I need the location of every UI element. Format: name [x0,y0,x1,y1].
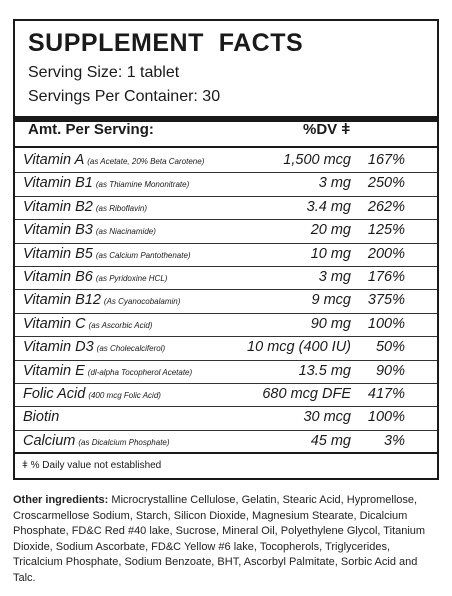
other-ingredients [13,493,439,586]
nutrient-dv: 375% [367,292,405,309]
nutrient-amount: 1,500 mcg [283,152,351,168]
nutrient-name: Vitamin C (as Ascorbic Acid) [23,315,153,332]
nutrient-name: Vitamin B2 (as Riboflavin) [23,198,147,215]
nutrient-note: (400 mcg Folic Acid) [88,390,161,400]
nutrient-row [15,407,437,430]
nutrient-dv: 50% [375,339,405,356]
nutrient-dv: 125% [367,222,405,239]
nutrient-note: (as Pyridoxine HCL) [95,273,168,283]
nutrient-note: (as Cholecalciferol) [96,344,166,354]
nutrient-row [15,431,437,454]
nutrient-row [15,220,437,243]
supplement-facts-panel [13,19,439,480]
nutrient-amount: 13.5 mg [298,362,351,379]
nutrient-note: (as Dicalcium Phosphate) [78,437,170,447]
nutrient-dv: 100% [367,409,405,426]
nutrient-amount: 45 mg [310,432,351,449]
nutrient-amount: 90 mg [310,315,351,332]
nutrient-note: (as Acetate, 20% Beta Carotene) [87,157,205,166]
nutrient-note: (as Riboflavin) [95,203,147,213]
nutrient-dv: 262% [367,198,405,215]
nutrient-name: Folic Acid (400 mcg Folic Acid) [23,385,161,402]
nutrient-amount: 3.4 mg [306,198,351,215]
daily-value-footnote: ǂ % Daily value not established [22,460,162,471]
nutrient-amount: 10 mcg (400 IU) [247,339,351,356]
nutrient-row [15,337,437,360]
nutrient-row [15,197,437,220]
panel-title: SUPPLEMENT FACTS [28,29,304,57]
other-ingredients-label: Other ingredients: [13,494,109,506]
nutrient-name: Vitamin A (as Acetate, 20% Beta Carotene) [23,152,205,168]
nutrient-table [15,150,437,454]
nutrient-row [15,384,437,407]
nutrient-row [15,173,437,196]
nutrient-name: Vitamin D3 (as Cholecalciferol) [23,339,166,356]
nutrient-amount: 20 mg [310,222,351,239]
nutrient-row [15,361,437,384]
nutrient-dv: 167% [367,152,405,168]
nutrient-dv: 417% [367,385,405,402]
nutrient-amount: 3 mg [318,268,351,285]
nutrient-row [15,314,437,337]
nutrient-note: (as Calcium Pantothenate) [95,250,191,260]
nutrient-dv: 3% [384,432,405,449]
other-ingredients-text: Microcrystalline Cellulose, Gelatin, Stearic Acid, Hypromellose, Croscarmellose Sodium, Starch, Silicon Dioxide, Magnesium Stearate, Dicalcium Phosphate, FD&C Red #40 lake, Sucrose, Mineral Oil, Polyethylene Glycol, Titanium Dioxide, Sodium Ascorbate, FD&C Yellow #6 lake, Tocopherols, Triglycerides, Tricalcium Phosphate, Sodium Benzoate, BHT, Ascorbyl Palmitate, Sorbic Acid and Talc. [13,494,426,584]
nutrient-dv: 250% [367,175,405,192]
nutrient-dv: 176% [367,268,405,285]
nutrient-amount: 9 mcg [311,292,351,309]
nutrient-note: (dl-alpha Tocopherol Acetate) [87,367,193,377]
nutrient-note: (as Niacinamide) [95,227,156,237]
nutrient-name: Vitamin E (dl-alpha Tocopherol Acetate) [23,362,193,379]
header-divider [15,146,437,148]
nutrient-name: Biotin [23,409,60,426]
nutrient-amount: 30 mcg [303,409,351,426]
servings-per-container: Servings Per Container: 30 [28,88,221,105]
nutrient-row [15,244,437,267]
nutrient-dv: 100% [367,315,405,332]
nutrient-dv: 90% [375,362,405,379]
nutrient-note: (as Thiamine Mononitrate) [95,180,190,190]
nutrient-amount: 3 mg [318,175,351,192]
amount-per-serving-header: Amt. Per Serving: [28,121,154,138]
nutrient-name: Vitamin B1 (as Thiamine Mononitrate) [23,175,190,192]
nutrient-name: Vitamin B3 (as Niacinamide) [23,222,156,239]
daily-value-header: %DV ǂ [303,121,351,138]
nutrient-name: Vitamin B5 (as Calcium Pantothenate) [23,245,191,262]
nutrient-name: Vitamin B12 (As Cyanocobalamin) [23,292,181,309]
nutrient-name: Vitamin B6 (as Pyridoxine HCL) [23,268,168,285]
serving-size: Serving Size: 1 tablet [28,64,180,81]
nutrient-note: (As Cyanocobalamin) [103,297,181,307]
nutrient-row [15,150,437,173]
nutrient-row [15,267,437,290]
nutrient-dv: 200% [367,245,405,262]
nutrient-row [15,290,437,313]
nutrient-amount: 680 mcg DFE [262,385,351,402]
nutrient-note: (as Ascorbic Acid) [88,320,153,330]
nutrient-amount: 10 mg [310,245,351,262]
nutrient-name: Calcium (as Dicalcium Phosphate) [23,432,170,449]
